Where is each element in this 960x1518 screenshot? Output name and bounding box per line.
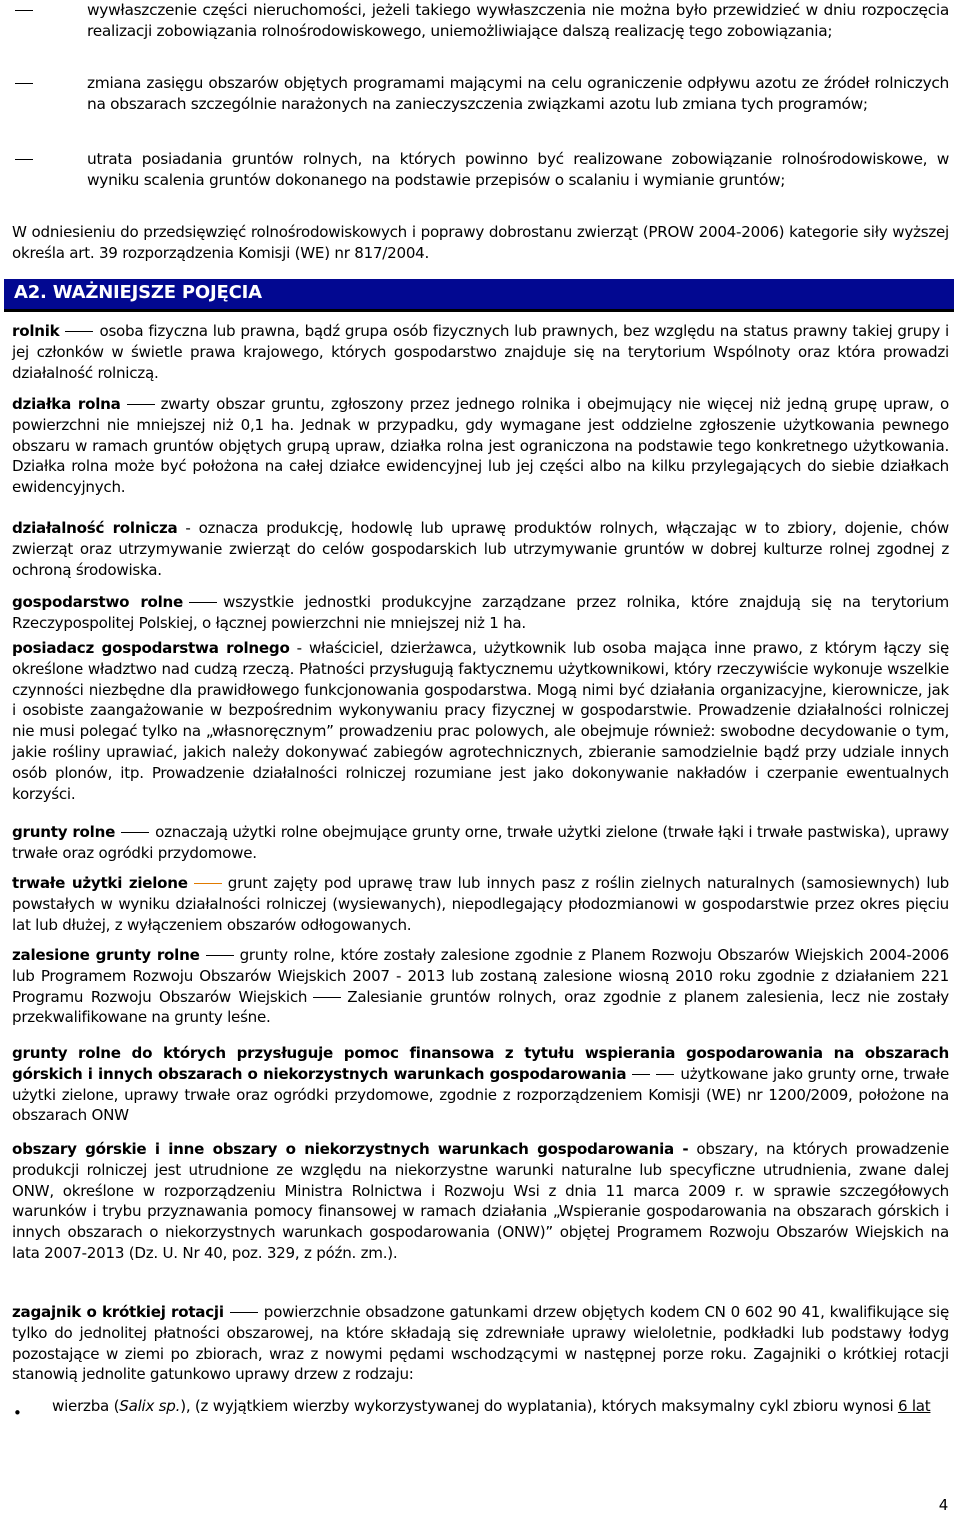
dash-separator [632, 1074, 650, 1075]
intro-text: W odniesieniu do przedsięwzięć rolnośrodowiskowych i poprawy dobrostanu zwierząt (PROW 2004-2006) kategorie siły wyższej określa art. 39 rozporządzenia Komisji (WE) nr 817/2004. [12, 223, 949, 262]
definition-text: grunty rolne, które zostały zalesione zgodnie z Planem Rozwoju Obszarów Wiejskich 2004-2006 lub Programem Rozwoju Obszarów Wiejskich 2007 - 2013 lub zostaną zalesione wiosną 2010 roku zgodnie z działaniem 221 Programu Rozwoju Obszarów Wiejskich [12, 946, 949, 1006]
bullet-text: ), (z wyjątkiem wierzby wykorzystywanej do wyplatania), których maksymalny cykl zbioru wynosi [180, 1397, 898, 1415]
term: zagajnik o krótkiej rotacji [12, 1303, 224, 1321]
definition-text: grunt zajęty pod uprawę traw lub innych pasz z roślin zielnych naturalnych (samosiewnych) lub powstałych w wyniku działalności rolniczej (wysiewanych), niepodlegający płodozmianowi w gospodarstwie przez okres pięciu lat lub dłużej, z wyłączeniem obszarów odłogowanych. [12, 874, 950, 934]
dash-separator [194, 883, 222, 884]
definition-text: - właściciel, dzierżawca, użytkownik lub osoba mająca inne prawo, z którym łączy się określone władztwo nad cudzą rzeczą. Płatności przysługują faktycznemu użytkownikowi, który rzeczywiście wykonuje wszelkie czynności niezbędne dla prawidłowego funkcjonowania gospodarstwa. Mogą nimi być działania organizacyjne, kierownicze, jak i osobiste zaangażowanie w bezpośrednim wykonywaniu pracy fizycznej w gospodarstwie. Prowadzenie działalności rolniczej nie musi polegać tylko na „własnoręcznym” prowadzeniu prac polowych, ale obejmuje również: swobodne decydowanie o tym, jakie rośliny uprawiać, jakich należy dokonywać zabiegów agrotechnicznych, zbieranie samodzielnie bądź przy udziale innych osób plonów, itp. Prowadzenie działalności rolniczej rozumiane jest jako dokonywanie nakładów i czerpanie ewentualnych korzyści. [12, 639, 949, 803]
definition-text: Zalesianie gruntów rolnych, oraz zgodnie z planem zalesienia, lecz nie zostały przekwalifikowane na grunty leśne. [12, 987, 949, 1027]
term: posiadacz gospodarstwa rolnego [12, 639, 290, 657]
list-item-text: zmiana zasięgu obszarów objętych programami mającymi na celu ograniczenie odpływu azotu ze źródeł rolniczych na obszarach szczególnie narażonych na zanieczyszczenia związkami azotu lub zmiana tych programów; [87, 74, 949, 113]
term: działalność rolnicza [12, 519, 178, 537]
list-item [87, 0, 949, 42]
section-header-bar [4, 279, 954, 312]
definition-rolnik [12, 321, 949, 383]
bullet-item [52, 1396, 949, 1417]
term: obszary górskie i inne obszary o niekorzystnych warunkach gospodarowania - [12, 1140, 689, 1158]
list-item-text: wywłaszczenie części nieruchomości, jeżeli takiego wywłaszczenia nie można było przewidzieć w dniu rozpoczęcia realizacji zobowiązania rolnośrodowiskowego, uniemożliwiające dalszą realizację tego zobowiązania; [87, 1, 949, 40]
definition-text: wszystkie jednostki produkcyjne zarządzane przez rolnika, które znajdują się na terytorium Rzeczypospolitej Polskiej, o łącznej powierzchni nie mniejszej niż 1 ha. [12, 593, 949, 632]
term: działka rolna [12, 395, 121, 413]
definition-zalesione-grunty [12, 945, 949, 1028]
definition-grunty-pomoc [12, 1043, 949, 1126]
definition-dzialka-rolna [12, 394, 949, 498]
dash-separator [121, 832, 149, 833]
section-title: A2. WAŻNIEJSZE POJĘCIA [14, 282, 262, 303]
definition-text: osoba fizyczna lub prawna, bądź grupa osób fizycznych lub prawnych, bez względu na status prawny takiej grupy i jej członków w świetle prawa krajowego, których gospodarstwo znajduje się na terytorium Wspólnoty oraz która prowadzi działalność rolniczą. [12, 322, 949, 382]
definition-dzialalnosc-rolnicza [12, 518, 949, 580]
definition-text: obszary, na których prowadzenie produkcji rolniczej jest utrudnione ze względu na niekorzystne warunki naturalne lub specyficzne utrudnienia, zwane dalej ONW, określone w rozporządzeniu Ministra Rolnictwa i Rozwoju Wsi z dnia 11 marca 2009 r. w sprawie szczegółowych warunków i trybu przyznawania pomocy finansowej w ramach działania „Wspieranie gospodarowania na obszarach górskich i innych obszarach o niekorzystnych warunkach gospodarowania (ONW)” objętej Programem Rozwoju Obszarów Wiejskich na lata 2007-2013 (Dz. U. Nr 40, poz. 329, z późn. zm.). [12, 1140, 949, 1262]
list-item [87, 149, 949, 191]
bullet-text: wierzba ( [52, 1397, 120, 1415]
dash-marker [15, 159, 33, 160]
term: grunty rolne do których przysługuje pomoc finansowa z tytułu wspierania gospodarowania na obszarach górskich i innych obszarach o niekorzystnych warunkach gospodarowania [12, 1044, 949, 1083]
term: trwałe użytki zielone [12, 874, 188, 892]
dash-separator [206, 955, 234, 956]
definition-obszary-onw [12, 1139, 949, 1264]
definition-text: - oznacza produkcję, hodowlę lub uprawę produktów rolnych, włączając w to zbiory, dojenie, chów zwierząt oraz utrzymywanie zwierząt do celów gospodarskich lub utrzymywanie gruntów w dobrej kulturze rolnej zgodnej z ochroną środowiska. [12, 519, 949, 579]
definition-gospodarstwo-rolne [12, 592, 949, 634]
definition-grunty-rolne [12, 822, 949, 864]
bullet-icon: • [13, 1404, 22, 1422]
latin-name: Salix sp. [119, 1397, 181, 1415]
definition-posiadacz [12, 638, 949, 804]
definition-text: oznaczają użytki rolne obejmujące grunty orne, trwałe użytki zielone (trwałe łąki i trwałe pastwiska), uprawy trwałe oraz ogródki przydomowe. [12, 823, 949, 862]
definition-text: powierzchnie obsadzone gatunkami drzew objętych kodem CN 0 602 90 41, kwalifikujące się tylko do jednolitej płatności obszarowej, na które składają się zdrewniałe uprawy wieloletnie, podkładki lub podstawy łodyg pozostające w ziemi po zbiorach, wraz z nowymi pędami wschodzącymi w następnej porze roku. Zagajniki o krótkiej rotacji stanowią jednolite gatunkowo uprawy drzew z rodzaju: [12, 1303, 949, 1384]
term: gospodarstwo rolne [12, 593, 184, 611]
page-number: 4 [938, 1496, 948, 1514]
dash-separator [313, 997, 341, 998]
list-item-text: utrata posiadania gruntów rolnych, na których powinno być realizowane zobowiązanie rolnośrodowiskowe, w wyniku scalenia gruntów dokonanego na podstawie przepisów o scalaniu i wymianie gruntów; [87, 150, 949, 189]
dash-separator [189, 602, 217, 603]
underlined-text: 6 lat [897, 1397, 931, 1415]
dash-marker [15, 83, 33, 84]
intro-paragraph [12, 222, 949, 264]
definition-text: zwarty obszar gruntu, zgłoszony przez jednego rolnika i obejmujący nie więcej niż jedną grupę upraw, o powierzchni nie mniejszej niż 0,1 ha. Jednak w przypadku, gdy wymagane jest oddzielne zgłoszenie użytkowania pewnego obszaru w ramach gruntów objętych grupą upraw, działka rolna jest ograniczona na podstawie tego konkretnego użytkowania. Działka rolna może być położona na całej działce ewidencyjnej lub jej części albo na kilku przylegających do siebie działkach ewidencyjnych. [12, 395, 949, 497]
term: grunty rolne [12, 823, 116, 841]
dash-separator [656, 1074, 674, 1075]
dash-separator [127, 404, 155, 405]
dash-separator [230, 1312, 258, 1313]
term: rolnik [12, 322, 60, 340]
dash-marker [15, 10, 33, 11]
definition-zagajnik [12, 1302, 949, 1385]
term: zalesione grunty rolne [12, 946, 200, 964]
list-item [87, 73, 949, 115]
definition-trwale-uzytki-zielone [12, 873, 949, 935]
dash-separator [65, 331, 93, 332]
definition-text: użytkowane jako grunty orne, trwałe użytki zielone, uprawy trwałe oraz ogródki przydomowe, zgodnie z rozporządzeniem Komisji (WE) nr 1200/2009, położone na obszarach ONW [12, 1064, 950, 1125]
